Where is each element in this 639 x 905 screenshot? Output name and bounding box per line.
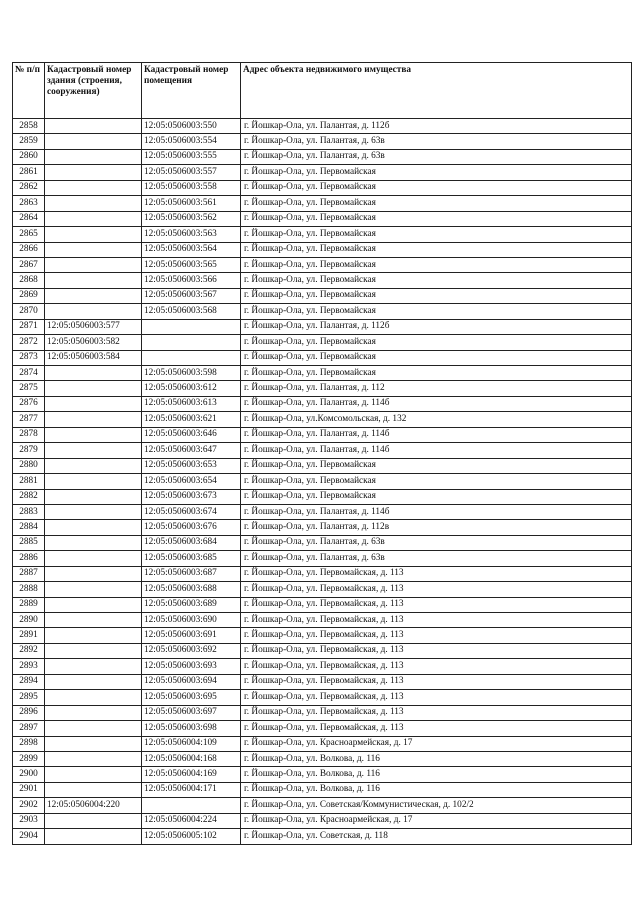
table-row xyxy=(13,165,632,180)
address-cell: г. Йошкар-Ола, ул. Первомайская, д. 113 xyxy=(241,690,632,705)
room-cadastral-cell: 12:05:0506003:568 xyxy=(142,304,241,319)
table-row xyxy=(13,736,632,751)
property-registry-table xyxy=(12,62,632,845)
room-cadastral-cell: 12:05:0506003:647 xyxy=(142,443,241,458)
room-cadastral-cell xyxy=(142,350,241,365)
table-row xyxy=(13,119,632,134)
address-cell: г. Йошкар-Ола, ул. Первомайская xyxy=(241,242,632,257)
room-cadastral-cell: 12:05:0506003:690 xyxy=(142,613,241,628)
address-cell: г. Йошкар-Ола, ул. Первомайская xyxy=(241,335,632,350)
table-row xyxy=(13,443,632,458)
building-cadastral-cell xyxy=(45,813,142,828)
address-cell: г. Йошкар-Ола, ул. Палантая, д. 112б xyxy=(241,319,632,334)
building-cadastral-cell xyxy=(45,396,142,411)
table-row xyxy=(13,427,632,442)
row-number-cell: 2862 xyxy=(13,180,45,195)
table-row xyxy=(13,412,632,427)
address-cell: г. Йошкар-Ола, ул. Первомайская xyxy=(241,257,632,272)
room-cadastral-cell: 12:05:0506003:692 xyxy=(142,643,241,658)
row-number-cell: 2890 xyxy=(13,613,45,628)
building-cadastral-cell xyxy=(45,767,142,782)
table-row xyxy=(13,798,632,813)
building-cadastral-cell xyxy=(45,366,142,381)
room-cadastral-cell: 12:05:0506003:612 xyxy=(142,381,241,396)
table-row xyxy=(13,134,632,149)
building-cadastral-cell xyxy=(45,520,142,535)
table-row xyxy=(13,535,632,550)
building-cadastral-cell: 12:05:0506003:582 xyxy=(45,335,142,350)
address-cell: г. Йошкар-Ола, ул. Советская/Коммунистическая, д. 102/2 xyxy=(241,798,632,813)
building-cadastral-cell xyxy=(45,149,142,164)
table-row xyxy=(13,721,632,736)
room-cadastral-cell: 12:05:0506003:685 xyxy=(142,551,241,566)
room-cadastral-cell xyxy=(142,335,241,350)
building-cadastral-cell: 12:05:0506004:220 xyxy=(45,798,142,813)
building-cadastral-cell xyxy=(45,242,142,257)
building-cadastral-cell xyxy=(45,273,142,288)
address-cell: г. Йошкар-Ола, ул. Палантая, д. 63в xyxy=(241,134,632,149)
table-row xyxy=(13,782,632,797)
address-cell: г. Йошкар-Ола, ул. Палантая, д. 63в xyxy=(241,535,632,550)
table-row xyxy=(13,366,632,381)
building-cadastral-cell xyxy=(45,504,142,519)
address-cell: г. Йошкар-Ола, ул. Первомайская, д. 113 xyxy=(241,705,632,720)
row-number-cell: 2904 xyxy=(13,829,45,844)
table-row xyxy=(13,551,632,566)
building-cadastral-cell xyxy=(45,412,142,427)
table-row xyxy=(13,227,632,242)
address-cell: г. Йошкар-Ола, ул. Палантая, д. 114б xyxy=(241,396,632,411)
address-cell: г. Йошкар-Ола, ул. Палантая, д. 112 xyxy=(241,381,632,396)
address-cell: г. Йошкар-Ола, ул. Палантая, д. 63в xyxy=(241,149,632,164)
table-row xyxy=(13,396,632,411)
building-cadastral-cell xyxy=(45,489,142,504)
building-cadastral-cell xyxy=(45,782,142,797)
row-number-cell: 2868 xyxy=(13,273,45,288)
address-cell: г. Йошкар-Ола, ул. Первомайская, д. 113 xyxy=(241,643,632,658)
row-number-cell: 2895 xyxy=(13,690,45,705)
building-cadastral-cell xyxy=(45,751,142,766)
building-cadastral-cell xyxy=(45,674,142,689)
room-cadastral-cell: 12:05:0506003:691 xyxy=(142,628,241,643)
table-row xyxy=(13,149,632,164)
building-cadastral-cell xyxy=(45,227,142,242)
row-number-cell: 2867 xyxy=(13,257,45,272)
room-cadastral-cell: 12:05:0506003:564 xyxy=(142,242,241,257)
room-cadastral-cell: 12:05:0506004:169 xyxy=(142,767,241,782)
address-cell: г. Йошкар-Ола, ул. Волкова, д. 116 xyxy=(241,751,632,766)
row-number-cell: 2885 xyxy=(13,535,45,550)
header-row xyxy=(13,63,632,119)
address-cell: г. Йошкар-Ола, ул. Первомайская xyxy=(241,288,632,303)
address-cell: г. Йошкар-Ола, ул. Палантая, д. 112в xyxy=(241,520,632,535)
table-row xyxy=(13,381,632,396)
row-number-cell: 2887 xyxy=(13,566,45,581)
address-cell: г. Йошкар-Ола, ул. Первомайская xyxy=(241,227,632,242)
table-row xyxy=(13,180,632,195)
address-cell: г. Йошкар-Ола, ул. Первомайская xyxy=(241,180,632,195)
building-cadastral-cell xyxy=(45,165,142,180)
room-cadastral-cell: 12:05:0506003:598 xyxy=(142,366,241,381)
row-number-cell: 2888 xyxy=(13,582,45,597)
row-number-cell: 2863 xyxy=(13,196,45,211)
column-header-room-cadastral: Кадастровый номер помещения xyxy=(142,63,241,119)
building-cadastral-cell xyxy=(45,458,142,473)
address-cell: г. Йошкар-Ола, ул. Палантая, д. 114б xyxy=(241,427,632,442)
room-cadastral-cell: 12:05:0506003:697 xyxy=(142,705,241,720)
row-number-cell: 2873 xyxy=(13,350,45,365)
room-cadastral-cell: 12:05:0506003:646 xyxy=(142,427,241,442)
room-cadastral-cell: 12:05:0506003:687 xyxy=(142,566,241,581)
table-row xyxy=(13,829,632,844)
row-number-cell: 2889 xyxy=(13,597,45,612)
table-row xyxy=(13,751,632,766)
row-number-cell: 2901 xyxy=(13,782,45,797)
building-cadastral-cell xyxy=(45,705,142,720)
row-number-cell: 2875 xyxy=(13,381,45,396)
room-cadastral-cell: 12:05:0506003:613 xyxy=(142,396,241,411)
room-cadastral-cell xyxy=(142,798,241,813)
table-row xyxy=(13,690,632,705)
room-cadastral-cell: 12:05:0506003:698 xyxy=(142,721,241,736)
address-cell: г. Йошкар-Ола, ул. Первомайская, д. 113 xyxy=(241,566,632,581)
building-cadastral-cell xyxy=(45,474,142,489)
address-cell: г. Йошкар-Ола, ул. Палантая, д. 114б xyxy=(241,504,632,519)
row-number-cell: 2902 xyxy=(13,798,45,813)
row-number-cell: 2858 xyxy=(13,119,45,134)
room-cadastral-cell: 12:05:0506003:684 xyxy=(142,535,241,550)
row-number-cell: 2883 xyxy=(13,504,45,519)
building-cadastral-cell xyxy=(45,643,142,658)
building-cadastral-cell xyxy=(45,628,142,643)
room-cadastral-cell xyxy=(142,319,241,334)
row-number-cell: 2894 xyxy=(13,674,45,689)
table-row xyxy=(13,304,632,319)
address-cell: г. Йошкар-Ола, ул. Первомайская xyxy=(241,474,632,489)
room-cadastral-cell: 12:05:0506003:565 xyxy=(142,257,241,272)
room-cadastral-cell: 12:05:0506004:168 xyxy=(142,751,241,766)
room-cadastral-cell: 12:05:0506003:554 xyxy=(142,134,241,149)
address-cell: г. Йошкар-Ола, ул. Советская, д. 118 xyxy=(241,829,632,844)
building-cadastral-cell xyxy=(45,535,142,550)
room-cadastral-cell: 12:05:0506004:224 xyxy=(142,813,241,828)
room-cadastral-cell: 12:05:0506003:563 xyxy=(142,227,241,242)
row-number-cell: 2860 xyxy=(13,149,45,164)
document-page xyxy=(12,62,631,845)
table-row xyxy=(13,474,632,489)
address-cell: г. Йошкар-Ола, ул. Первомайская xyxy=(241,458,632,473)
row-number-cell: 2896 xyxy=(13,705,45,720)
table-row xyxy=(13,520,632,535)
table-row xyxy=(13,350,632,365)
row-number-cell: 2869 xyxy=(13,288,45,303)
table-row xyxy=(13,319,632,334)
address-cell: г. Йошкар-Ола, ул. Первомайская, д. 113 xyxy=(241,628,632,643)
table-row xyxy=(13,335,632,350)
address-cell: г. Йошкар-Ола, ул. Первомайская xyxy=(241,196,632,211)
address-cell: г. Йошкар-Ола, ул. Первомайская xyxy=(241,366,632,381)
address-cell: г. Йошкар-Ола, ул. Палантая, д. 114б xyxy=(241,443,632,458)
address-cell: г. Йошкар-Ола, ул. Красноармейская, д. 17 xyxy=(241,813,632,828)
row-number-cell: 2866 xyxy=(13,242,45,257)
room-cadastral-cell: 12:05:0506003:557 xyxy=(142,165,241,180)
address-cell: г. Йошкар-Ола, ул. Первомайская, д. 113 xyxy=(241,674,632,689)
row-number-cell: 2892 xyxy=(13,643,45,658)
column-header-number: № п/п xyxy=(13,63,45,119)
row-number-cell: 2903 xyxy=(13,813,45,828)
table-row xyxy=(13,659,632,674)
room-cadastral-cell: 12:05:0506003:562 xyxy=(142,211,241,226)
row-number-cell: 2865 xyxy=(13,227,45,242)
room-cadastral-cell: 12:05:0506003:694 xyxy=(142,674,241,689)
building-cadastral-cell xyxy=(45,597,142,612)
table-row xyxy=(13,196,632,211)
table-row xyxy=(13,767,632,782)
building-cadastral-cell xyxy=(45,566,142,581)
row-number-cell: 2871 xyxy=(13,319,45,334)
room-cadastral-cell: 12:05:0506003:555 xyxy=(142,149,241,164)
address-cell: г. Йошкар-Ола, ул. Палантая, д. 112б xyxy=(241,119,632,134)
building-cadastral-cell xyxy=(45,690,142,705)
room-cadastral-cell: 12:05:0506003:621 xyxy=(142,412,241,427)
table-row xyxy=(13,613,632,628)
row-number-cell: 2891 xyxy=(13,628,45,643)
room-cadastral-cell: 12:05:0506004:171 xyxy=(142,782,241,797)
address-cell: г. Йошкар-Ола, ул. Первомайская, д. 113 xyxy=(241,613,632,628)
building-cadastral-cell: 12:05:0506003:577 xyxy=(45,319,142,334)
row-number-cell: 2898 xyxy=(13,736,45,751)
address-cell: г. Йошкар-Ола, ул. Волкова, д. 116 xyxy=(241,767,632,782)
building-cadastral-cell: 12:05:0506003:584 xyxy=(45,350,142,365)
row-number-cell: 2861 xyxy=(13,165,45,180)
row-number-cell: 2878 xyxy=(13,427,45,442)
table-row xyxy=(13,674,632,689)
building-cadastral-cell xyxy=(45,211,142,226)
room-cadastral-cell: 12:05:0506003:673 xyxy=(142,489,241,504)
row-number-cell: 2900 xyxy=(13,767,45,782)
table-row xyxy=(13,273,632,288)
table-row xyxy=(13,288,632,303)
address-cell: г. Йошкар-Ола, ул. Первомайская xyxy=(241,165,632,180)
address-cell: г. Йошкар-Ола, ул. Первомайская xyxy=(241,304,632,319)
room-cadastral-cell: 12:05:0506003:695 xyxy=(142,690,241,705)
row-number-cell: 2897 xyxy=(13,721,45,736)
table-row xyxy=(13,628,632,643)
row-number-cell: 2870 xyxy=(13,304,45,319)
table-row xyxy=(13,211,632,226)
building-cadastral-cell xyxy=(45,180,142,195)
building-cadastral-cell xyxy=(45,736,142,751)
row-number-cell: 2882 xyxy=(13,489,45,504)
building-cadastral-cell xyxy=(45,582,142,597)
row-number-cell: 2876 xyxy=(13,396,45,411)
address-cell: г. Йошкар-Ола, ул. Первомайская, д. 113 xyxy=(241,659,632,674)
room-cadastral-cell: 12:05:0506003:653 xyxy=(142,458,241,473)
address-cell: г. Йошкар-Ола, ул. Первомайская, д. 113 xyxy=(241,721,632,736)
building-cadastral-cell xyxy=(45,427,142,442)
building-cadastral-cell xyxy=(45,134,142,149)
column-header-building-cadastral: Кадастровый номер здания (строения, сооружения) xyxy=(45,63,142,119)
address-cell: г. Йошкар-Ола, ул. Первомайская xyxy=(241,489,632,504)
table-row xyxy=(13,582,632,597)
building-cadastral-cell xyxy=(45,551,142,566)
room-cadastral-cell: 12:05:0506004:109 xyxy=(142,736,241,751)
room-cadastral-cell: 12:05:0506003:693 xyxy=(142,659,241,674)
address-cell: г. Йошкар-Ола, ул. Волкова, д. 116 xyxy=(241,782,632,797)
address-cell: г. Йошкар-Ола, ул. Первомайская xyxy=(241,350,632,365)
row-number-cell: 2899 xyxy=(13,751,45,766)
address-cell: г. Йошкар-Ола, ул. Красноармейская, д. 17 xyxy=(241,736,632,751)
table-row xyxy=(13,242,632,257)
table-row xyxy=(13,257,632,272)
building-cadastral-cell xyxy=(45,288,142,303)
building-cadastral-cell xyxy=(45,613,142,628)
room-cadastral-cell: 12:05:0506003:561 xyxy=(142,196,241,211)
building-cadastral-cell xyxy=(45,381,142,396)
table-row xyxy=(13,597,632,612)
building-cadastral-cell xyxy=(45,119,142,134)
row-number-cell: 2877 xyxy=(13,412,45,427)
row-number-cell: 2872 xyxy=(13,335,45,350)
building-cadastral-cell xyxy=(45,196,142,211)
table-header xyxy=(13,63,632,119)
building-cadastral-cell xyxy=(45,443,142,458)
room-cadastral-cell: 12:05:0506003:566 xyxy=(142,273,241,288)
table-row xyxy=(13,813,632,828)
room-cadastral-cell: 12:05:0506003:567 xyxy=(142,288,241,303)
room-cadastral-cell: 12:05:0506003:676 xyxy=(142,520,241,535)
row-number-cell: 2881 xyxy=(13,474,45,489)
room-cadastral-cell: 12:05:0506005:102 xyxy=(142,829,241,844)
room-cadastral-cell: 12:05:0506003:654 xyxy=(142,474,241,489)
building-cadastral-cell xyxy=(45,721,142,736)
address-cell: г. Йошкар-Ола, ул.Комсомольская, д. 132 xyxy=(241,412,632,427)
column-header-address: Адрес объекта недвижимого имущества xyxy=(241,63,632,119)
room-cadastral-cell: 12:05:0506003:688 xyxy=(142,582,241,597)
address-cell: г. Йошкар-Ола, ул. Палантая, д. 63в xyxy=(241,551,632,566)
building-cadastral-cell xyxy=(45,304,142,319)
building-cadastral-cell xyxy=(45,829,142,844)
address-cell: г. Йошкар-Ола, ул. Первомайская xyxy=(241,211,632,226)
row-number-cell: 2864 xyxy=(13,211,45,226)
address-cell: г. Йошкар-Ола, ул. Первомайская, д. 113 xyxy=(241,582,632,597)
table-row xyxy=(13,504,632,519)
room-cadastral-cell: 12:05:0506003:689 xyxy=(142,597,241,612)
table-row xyxy=(13,705,632,720)
row-number-cell: 2874 xyxy=(13,366,45,381)
table-row xyxy=(13,643,632,658)
room-cadastral-cell: 12:05:0506003:550 xyxy=(142,119,241,134)
table-body xyxy=(13,119,632,845)
address-cell: г. Йошкар-Ола, ул. Первомайская, д. 113 xyxy=(241,597,632,612)
room-cadastral-cell: 12:05:0506003:674 xyxy=(142,504,241,519)
address-cell: г. Йошкар-Ола, ул. Первомайская xyxy=(241,273,632,288)
row-number-cell: 2880 xyxy=(13,458,45,473)
table-row xyxy=(13,458,632,473)
row-number-cell: 2879 xyxy=(13,443,45,458)
row-number-cell: 2886 xyxy=(13,551,45,566)
row-number-cell: 2893 xyxy=(13,659,45,674)
room-cadastral-cell: 12:05:0506003:558 xyxy=(142,180,241,195)
table-row xyxy=(13,566,632,581)
building-cadastral-cell xyxy=(45,659,142,674)
table-row xyxy=(13,489,632,504)
building-cadastral-cell xyxy=(45,257,142,272)
row-number-cell: 2859 xyxy=(13,134,45,149)
row-number-cell: 2884 xyxy=(13,520,45,535)
